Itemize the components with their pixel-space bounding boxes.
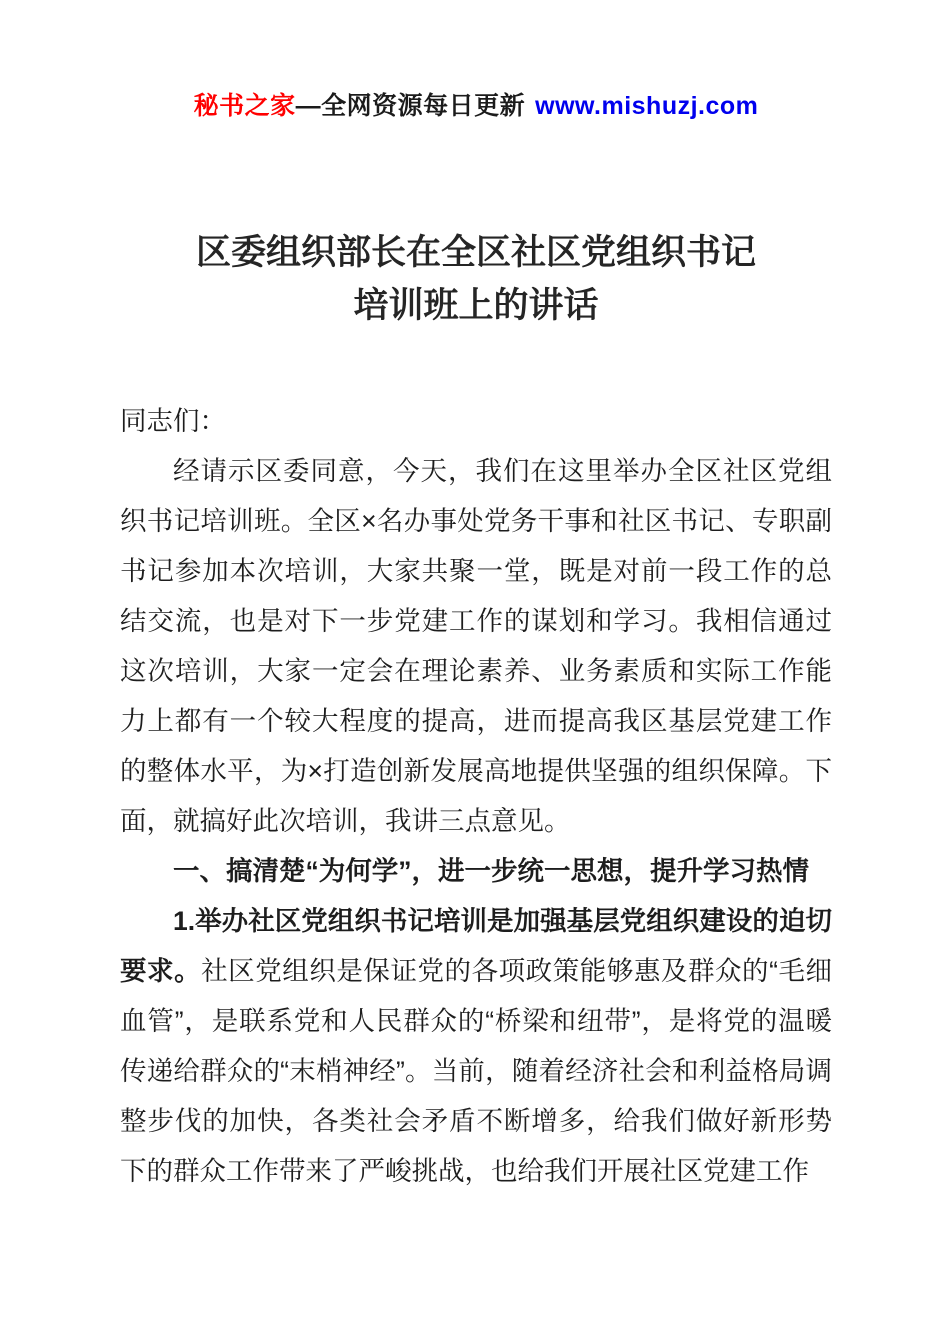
document-header: [120, 86, 832, 122]
point-1-text: 社区党组织是保证党的各项政策能够惠及群众的“毛细血管”，是联系党和人民群众的“桥梁和纽带”，是将党的温暖传递给群众的“末梢神经”。当前，随着经济社会和利益格局调整步伐的加快，各类社会矛盾不断增多，给我们做好新形势下的群众工作带来了严峻挑战，也给我们开展社区党建工作: [120, 956, 833, 1186]
site-tagline: —全网资源每日更新: [295, 92, 526, 120]
section-heading-1: 一、搞清楚“为何学”，进一步统一思想，提升学习热情: [173, 856, 809, 886]
document-title: [120, 226, 832, 332]
site-brand: 秘书之家: [193, 92, 296, 120]
salutation: 同志们：: [120, 406, 226, 436]
site-url-link[interactable]: www.mishuzj.com: [535, 92, 759, 120]
title-line-1: 区委组织部长在全区社区党组织书记: [195, 233, 756, 272]
title-line-2: 培训班上的讲话: [353, 286, 599, 325]
document-body: [120, 396, 832, 1196]
paragraph-intro: 经请示区委同意，今天，我们在这里举办全区社区党组织书记培训班。全区×名办事处党务干事和社区书记、专职副书记参加本次培训，大家共聚一堂，既是对前一段工作的总结交流，也是对下一步党建工作的谋划和学习。我相信通过这次培训，大家一定会在理论素养、业务素质和实际工作能力上都有一个较大程度的提高，进而提高我区基层党建工作的整体水平，为×打造创新发展高地提供坚强的组织保障。下面，就搞好此次培训，我讲三点意见。: [120, 456, 832, 836]
point-1-lead: 1.举办社区党组织书记培训是加强基层党组织建设的迫切要求。: [120, 906, 832, 986]
paragraph-point-1: [120, 896, 832, 1196]
